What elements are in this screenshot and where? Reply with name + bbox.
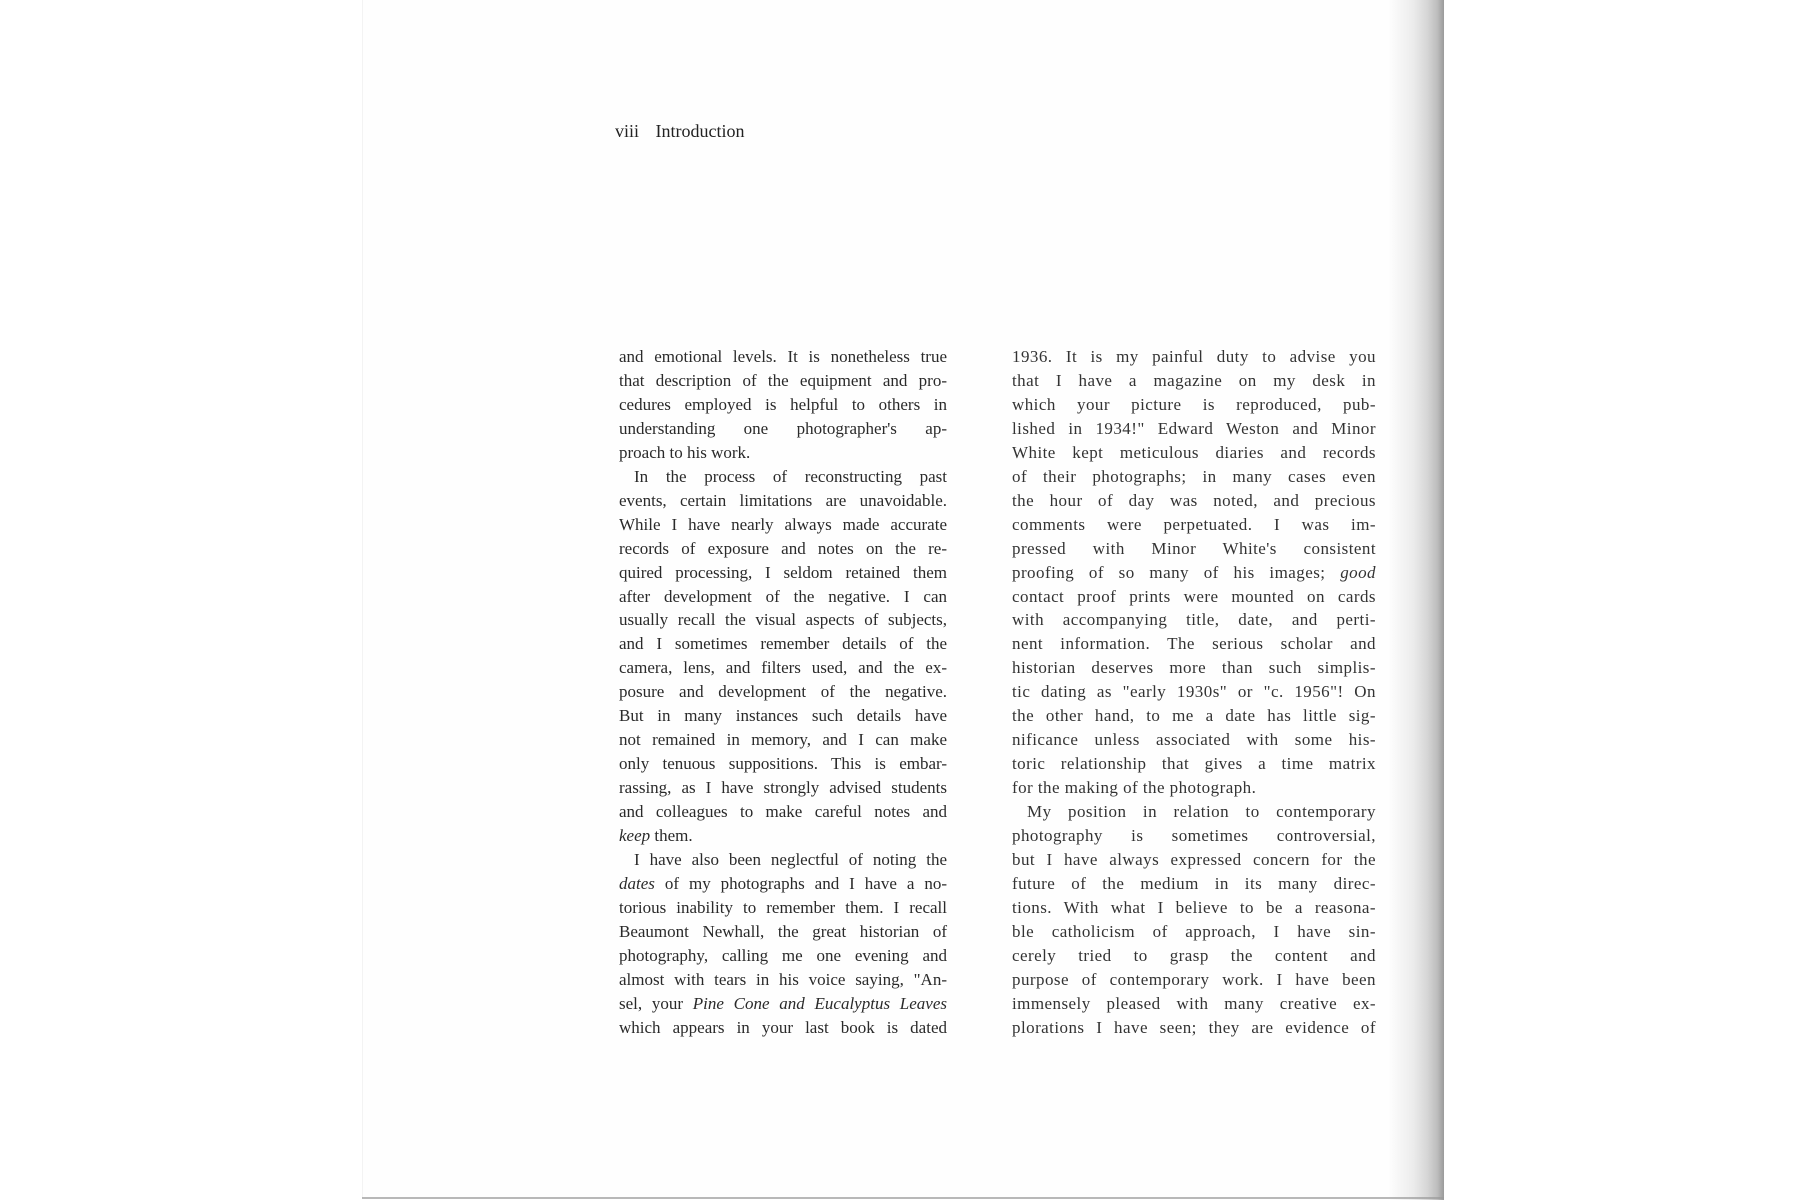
text-line: toric relationship that gives a time matrix (1012, 754, 1376, 774)
text-line: My position in relation to contemporary (1027, 802, 1376, 822)
text-line: and colleagues to make careful notes and (619, 802, 947, 822)
italic-text: Pine Cone and Eucalyptus Leaves (692, 993, 948, 1013)
text-line: camera, lens, and filters used, and the ex- (619, 658, 947, 678)
text-line: proach to his work. (619, 442, 751, 462)
text-line: torious inability to remember them. I recall (619, 897, 947, 917)
text-line: which appears in your last book is dated (619, 1017, 947, 1037)
text-line: White kept meticulous diaries and records (1012, 442, 1376, 462)
text-column-left (619, 345, 947, 1040)
text-line: plorations I have seen; they are evidence of (1012, 1017, 1376, 1037)
text-line: with accompanying title, date, and perti- (1012, 610, 1376, 630)
text-line: cedures employed is helpful to others in (619, 394, 947, 414)
text-segment: them. (650, 826, 693, 846)
text-line: Beaumont Newhall, the great historian of (619, 921, 947, 941)
text-segment: proofing of so many of his images; (1012, 562, 1341, 582)
text-line: for the making of the photograph. (1012, 778, 1257, 798)
text-line: after development of the negative. I can (619, 586, 947, 606)
text-line: In the process of reconstructing past (634, 466, 947, 486)
text-line: not remained in memory, and I can make (619, 730, 947, 750)
text-line: that I have a magazine on my desk in (1012, 370, 1376, 390)
text-line: purpose of contemporary work. I have been (1012, 969, 1376, 989)
page-number: viii (615, 121, 640, 141)
text-line: understanding one photographer's ap- (619, 418, 947, 438)
text-line: comments were perpetuated. I was im- (1012, 514, 1376, 534)
text-line: immensely pleased with many creative ex- (1012, 993, 1376, 1013)
text-line: and I sometimes remember details of the (619, 634, 947, 654)
text-line: nificance unless associated with some his- (1012, 730, 1376, 750)
italic-text: dates (619, 873, 655, 893)
text-line: which your picture is reproduced, pub- (1012, 394, 1376, 414)
text-column-right (1012, 345, 1376, 1040)
page-bottom-edge (362, 1197, 1444, 1199)
text-line: But in many instances such details have (619, 706, 947, 726)
italic-text: keep (619, 826, 651, 846)
text-line: quired processing, I seldom retained them (619, 562, 947, 582)
chapter-title: Introduction (655, 121, 745, 141)
text-line: tions. With what I believe to be a reasona- (1012, 897, 1376, 917)
text-line: events, certain limitations are unavoidable. (619, 490, 947, 510)
page-gutter-shadow (1388, 0, 1444, 1200)
text-line: records of exposure and notes on the re- (619, 538, 947, 558)
text-line: photography is sometimes controversial, (1012, 826, 1376, 846)
text-line: future of the medium in its many direc- (1012, 873, 1376, 893)
text-line: the hour of day was noted, and precious (1012, 490, 1376, 510)
text-line: but I have always expressed concern for the (1012, 850, 1376, 870)
text-line: almost with tears in his voice saying, "An- (619, 969, 947, 989)
text-line (619, 872, 947, 896)
text-line: usually recall the visual aspects of subjects, (619, 610, 947, 630)
text-line: the other hand, to me a date has little sig- (1012, 706, 1376, 726)
text-line (1012, 561, 1376, 585)
text-line: and emotional levels. It is nonetheless true (619, 347, 947, 366)
text-line: posure and development of the negative. (619, 682, 947, 702)
text-line: historian deserves more than such simplis- (1012, 658, 1376, 678)
text-line (619, 824, 947, 848)
text-line: cerely tried to grasp the content and (1012, 945, 1376, 965)
text-line: only tenuous suppositions. This is embar- (619, 754, 947, 774)
text-line: ble catholicism of approach, I have sin- (1012, 921, 1376, 941)
text-line (619, 992, 947, 1016)
text-line: rassing, as I have strongly advised students (619, 778, 947, 798)
italic-text: good (1340, 562, 1376, 582)
text-line: lished in 1934!" Edward Weston and Minor (1012, 418, 1376, 438)
running-head (615, 121, 745, 142)
text-line: of their photographs; in many cases even (1012, 466, 1376, 486)
text-line: contact proof prints were mounted on cards (1012, 586, 1376, 606)
text-line: that description of the equipment and pro- (619, 370, 947, 390)
text-line: pressed with Minor White's consistent (1012, 538, 1376, 558)
text-segment: of my photographs and I have a no- (654, 873, 947, 893)
text-line: While I have nearly always made accurate (619, 514, 947, 534)
text-line: nent information. The serious scholar and (1012, 634, 1376, 654)
text-line: 1936. It is my painful duty to advise you (1012, 347, 1376, 366)
text-line: I have also been neglectful of noting the (634, 850, 947, 870)
text-segment: sel, your (619, 993, 693, 1013)
text-line: photography, calling me one evening and (619, 945, 947, 965)
text-line: tic dating as "early 1930s" or "c. 1956"! On (1012, 682, 1376, 702)
